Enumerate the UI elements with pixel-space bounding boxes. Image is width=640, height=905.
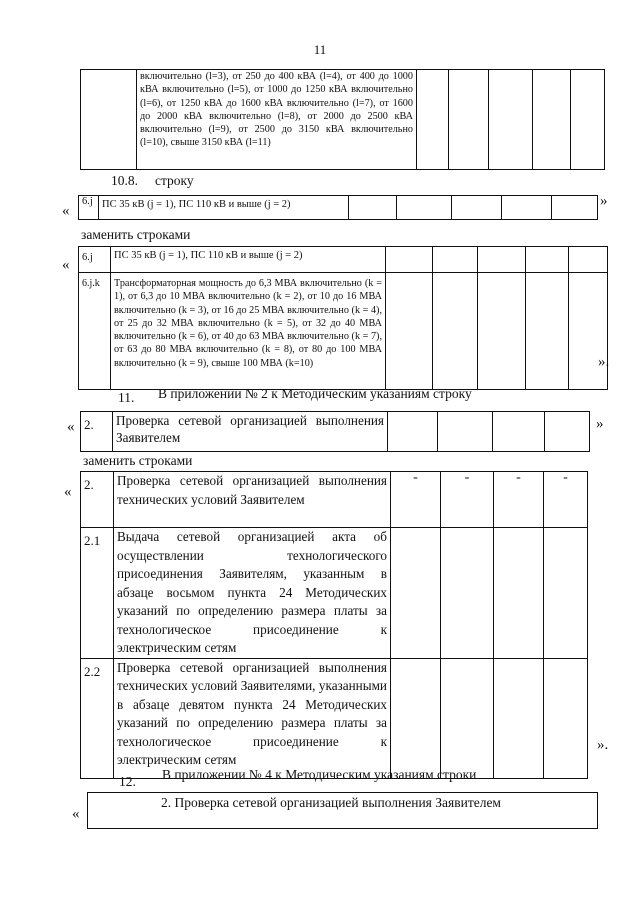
- cell-text: 2. Проверка сетевой организацией выполнения Заявителем: [88, 793, 598, 829]
- close-quote: »: [596, 416, 604, 432]
- replace-rows-label: заменить строками: [83, 453, 193, 468]
- cell-text: Трансформаторная мощность до 6,3 МВА включительно (k = 1), от 6,3 до 10 МВА включительно (k = 2), от 10 до 16 МВА включительно (k = 3), от 16 до 25 МВА включительно (k = 4), от 25 до 32 МВА включительно (k = 5), от 32 до 40 МВА включительно (k = 6), от 40 до 63 МВА включительно (k = 7), от 63 до 80 МВА включительно (k = 8), от 80 до 100 МВА включительно (k = 9), свыше 100 МВА (k=10): [111, 273, 386, 390]
- table-row-6j: [78, 195, 598, 220]
- cell-code: 2.: [81, 472, 114, 528]
- item-10-8-number: 10.8.: [111, 173, 138, 188]
- table-last-row: [87, 792, 598, 829]
- item-10-8-text: строку: [155, 173, 194, 188]
- cell-code: 6.j.k: [79, 273, 111, 390]
- item-11-text: В приложении № 2 к Методическим указаниям строку: [158, 386, 472, 401]
- open-quote: «: [62, 203, 70, 219]
- cell-code: 2.: [81, 412, 113, 452]
- open-quote: «: [72, 806, 80, 822]
- cell-code: 6.j: [79, 196, 99, 220]
- replace-rows-label: заменить строками: [81, 227, 191, 242]
- table-continuation: [80, 69, 605, 170]
- close-quote: ».: [597, 737, 609, 753]
- open-quote: «: [64, 484, 72, 500]
- close-quote: »: [600, 193, 608, 209]
- cell-text: ПС 35 кВ (j = 1), ПС 110 кВ и выше (j = 2): [111, 247, 386, 273]
- cell-text: Выдача сетевой организацией акта об осуществлении технологического присоединения Заявителям, указанным в абзаце восьмом пункта 24 Методических указаний по определению размера платы за технологическое присоединение к электрическим сетям: [114, 528, 391, 659]
- open-quote: «: [67, 419, 75, 435]
- cell-text: Проверка сетевой организацией выполнения технических условий Заявителем: [114, 472, 391, 528]
- page-number: 11: [313, 42, 327, 57]
- cell-dash: -: [441, 472, 494, 528]
- cell-text: ПС 35 кВ (j = 1), ПС 110 кВ и выше (j = 2): [99, 196, 349, 220]
- cell-dash: -: [494, 472, 544, 528]
- item-11-number: 11.: [118, 390, 135, 405]
- cell-code: 2.2: [81, 658, 114, 778]
- cell-dash: -: [544, 472, 588, 528]
- close-quote: ».: [598, 354, 610, 370]
- cell-text: Проверка сетевой организацией выполнения технических условий Заявителями, указанными в абзаце девятом пункта 24 Методических указаний по определению размера платы за технологическое присоединение к электрическим сетям: [114, 658, 391, 778]
- cell-text: Проверка сетевой организацией выполнения Заявителем: [113, 412, 388, 452]
- cell-dash: -: [391, 472, 441, 528]
- cell-text: включительно (l=3), от 250 до 400 кВА (l=4), от 400 до 1000 кВА включительно (l=5), от 1000 до 1250 кВА включительно (l=6), от 1250 кВА до 1600 кВА включительно (l=7), от 1600 до 2000 кВА включительно (l=8), от 2000 до 2500 кВА включительно (l=9), от 2500 до 3150 кВА включительно (l=10), свыше 3150 кВА (l=11): [137, 70, 417, 170]
- cell-code: 6.j: [79, 247, 111, 273]
- table-row-2: [80, 411, 590, 452]
- table-2: [80, 471, 588, 779]
- item-12-text: В приложении № 4 к Методическим указаниям строки: [162, 767, 477, 782]
- open-quote: «: [62, 257, 70, 273]
- table-6: [78, 246, 608, 390]
- cell-code: 2.1: [81, 528, 114, 659]
- item-12-number: 12.: [119, 774, 136, 789]
